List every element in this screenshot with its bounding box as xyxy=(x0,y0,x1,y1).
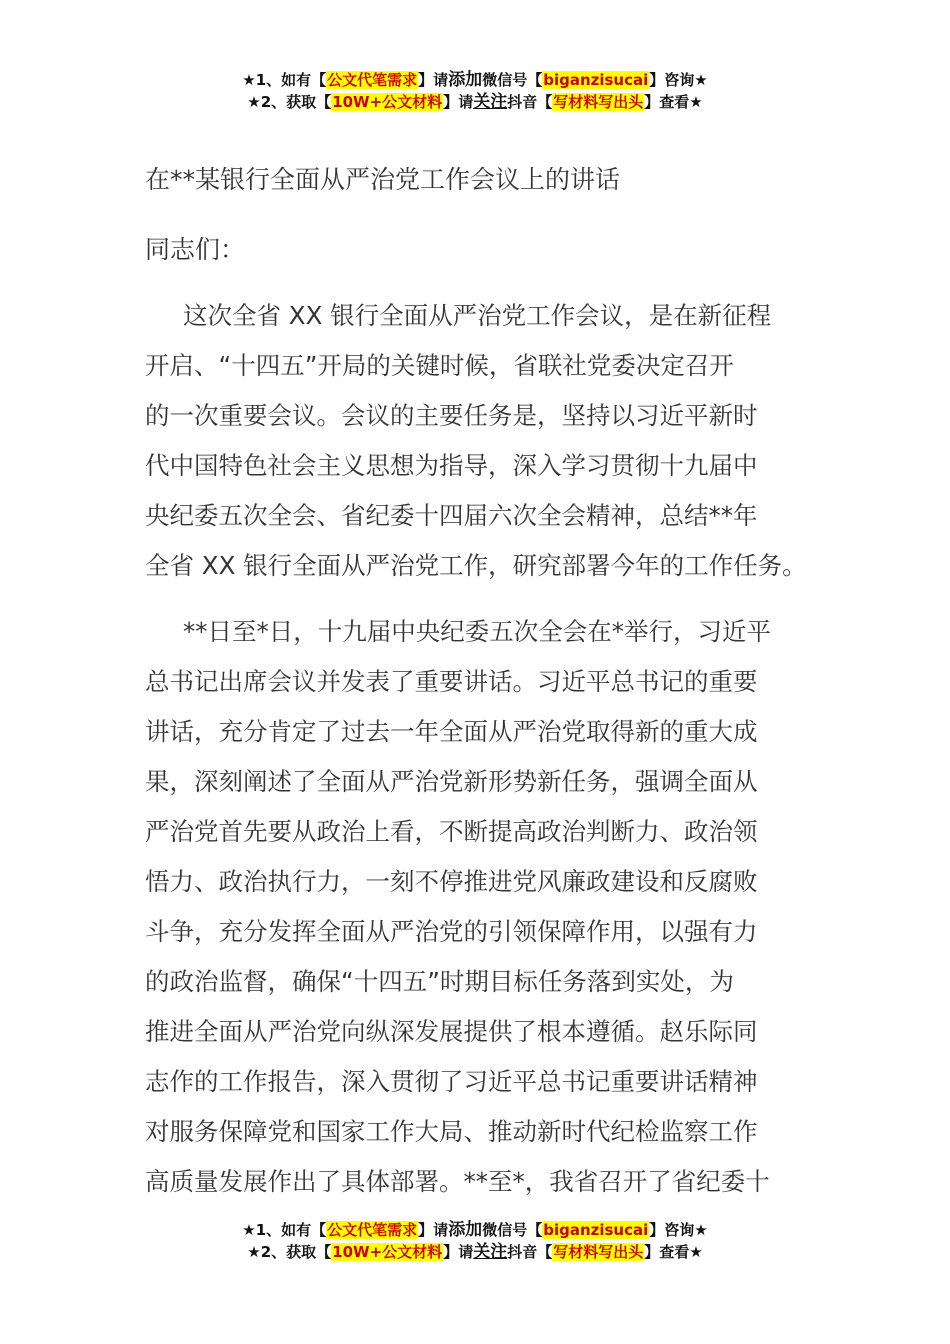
paragraph-line: 开启、“十四五”开局的关键时候，省联社党委决定召开 xyxy=(145,351,734,380)
banner-emphasis: 添加 xyxy=(448,70,483,90)
banner-text: ★1、如有【 xyxy=(242,71,327,89)
banner-highlight: 公文代笔需求 xyxy=(327,71,418,89)
paragraph-line: 果，深刻阐述了全面从严治党新形势新任务，强调全面从 xyxy=(145,767,758,796)
banner-emphasis: 关注 xyxy=(473,1242,508,1262)
banner-text: ★2、获取【 xyxy=(247,1243,332,1261)
banner-highlight: 写材料写出头 xyxy=(553,1243,644,1261)
banner-line-1 xyxy=(0,69,950,91)
banner-text: 】咨询★ xyxy=(649,71,708,89)
top-banner xyxy=(0,69,950,113)
banner-highlight: biganzisucai xyxy=(543,1221,649,1239)
banner-text: 抖音【 xyxy=(507,93,553,111)
paragraph-1 xyxy=(145,291,809,591)
banner-text: 】请 xyxy=(443,93,474,111)
paragraph-line: 高质量发展作出了具体部署。**至*，我省召开了省纪委十 xyxy=(145,1167,770,1196)
banner-text: 】请 xyxy=(418,71,449,89)
paragraph-2 xyxy=(145,607,809,1207)
banner-emphasis: 关注 xyxy=(473,92,508,112)
paragraph-line: 严治党首先要从政治上看，不断提高政治判断力、政治领 xyxy=(145,817,758,846)
paragraph-line: 悟力、政治执行力，一刻不停推进党风廉政建设和反腐败 xyxy=(145,867,758,896)
bottom-banner xyxy=(0,1219,950,1263)
banner-highlight: 写材料写出头 xyxy=(553,93,644,111)
paragraph-line: 的政治监督，确保“十四五”时期目标任务落到实处，为 xyxy=(145,967,734,996)
paragraph-line: 志作的工作报告，深入贯彻了习近平总书记重要讲话精神 xyxy=(145,1067,758,1096)
banner-highlight: 10W+公文材料 xyxy=(332,93,443,111)
banner-line-2 xyxy=(0,91,950,113)
banner-highlight: 公文代笔需求 xyxy=(327,1221,418,1239)
paragraph-line: **日至*日，十九届中央纪委五次全会在*举行，习近平 xyxy=(183,617,771,646)
paragraph-line: 讲话，充分肯定了过去一年全面从严治党取得新的重大成 xyxy=(145,717,758,746)
paragraph-line: 代中国特色社会主义思想为指导，深入学习贯彻十九届中 xyxy=(145,451,758,480)
paragraph-line: 推进全面从严治党向纵深发展提供了根本遵循。赵乐际同 xyxy=(145,1017,758,1046)
banner-line-1 xyxy=(0,1219,950,1241)
banner-emphasis: 添加 xyxy=(448,1220,483,1240)
document-title: 在**某银行全面从严治党工作会议上的讲话 xyxy=(145,165,621,194)
banner-text: ★1、如有【 xyxy=(242,1221,327,1239)
banner-text: 】查看★ xyxy=(644,1243,703,1261)
paragraph-line: 全省 XX 银行全面从严治党工作，研究部署今年的工作任务。 xyxy=(145,551,807,580)
paragraph-line: 央纪委五次全会、省纪委十四届六次全会精神，总结**年 xyxy=(145,501,758,530)
banner-text: ★2、获取【 xyxy=(247,93,332,111)
banner-line-2 xyxy=(0,1241,950,1263)
banner-highlight: 10W+公文材料 xyxy=(332,1243,443,1261)
paragraph-line: 斗争，充分发挥全面从严治党的引领保障作用，以强有力 xyxy=(145,917,758,946)
paragraph-line: 总书记出席会议并发表了重要讲话。习近平总书记的重要 xyxy=(145,667,758,696)
greeting: 同志们： xyxy=(145,235,246,264)
banner-text: 】咨询★ xyxy=(649,1221,708,1239)
paragraph-line: 的一次重要会议。会议的主要任务是，坚持以习近平新时 xyxy=(145,401,758,430)
banner-text: 】查看★ xyxy=(644,93,703,111)
banner-text: 微信号【 xyxy=(482,71,543,89)
banner-text: 微信号【 xyxy=(482,1221,543,1239)
banner-text: 抖音【 xyxy=(507,1243,553,1261)
paragraph-line: 这次全省 XX 银行全面从严治党工作会议，是在新征程 xyxy=(183,301,772,330)
banner-text: 】请 xyxy=(418,1221,449,1239)
banner-text: 】请 xyxy=(443,1243,474,1261)
paragraph-line: 对服务保障党和国家工作大局、推动新时代纪检监察工作 xyxy=(145,1117,758,1146)
banner-highlight: biganzisucai xyxy=(543,71,649,89)
